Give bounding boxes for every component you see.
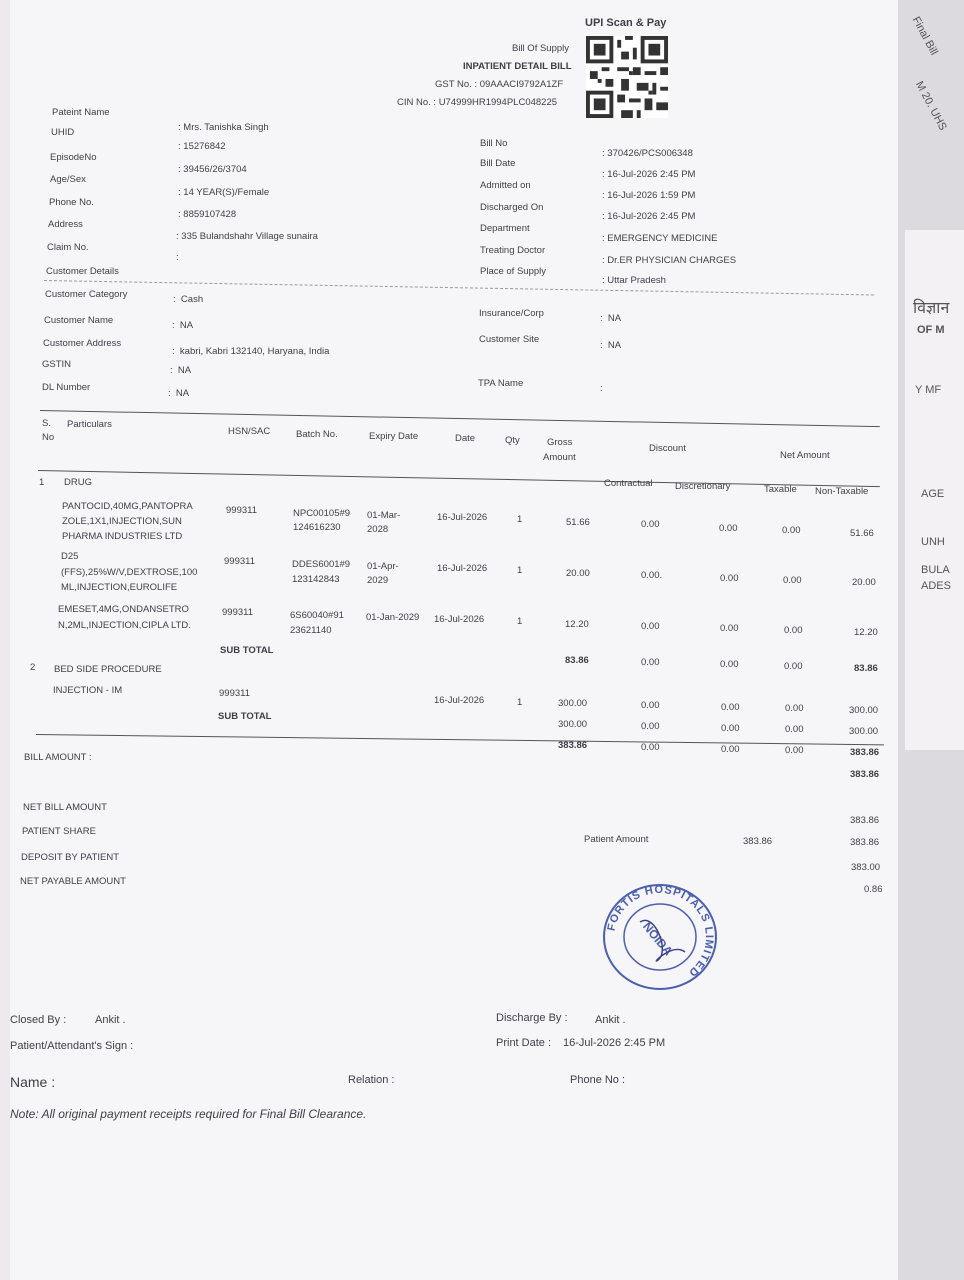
item-desc: (FFS),25%W/V,DEXTROSE,100: [61, 567, 198, 578]
doctor-value: : Dr.ER PHYSICIAN CHARGES: [602, 255, 737, 266]
item-date: 16-Jul-2026: [434, 614, 485, 625]
th-qty: Qty: [505, 435, 520, 446]
section-title: DRUG: [64, 477, 92, 488]
th-date: Date: [455, 433, 476, 444]
th-particulars: Particulars: [67, 419, 112, 430]
gst-number: GST No. : 09AAACI9792A1ZF: [435, 79, 564, 90]
th-non-taxable: Non-Taxable: [815, 486, 869, 497]
subtotal-taxable: 0.00: [785, 724, 804, 735]
section-number: 1: [39, 477, 45, 488]
customer-name-label: Customer Name: [44, 315, 114, 326]
item-hsn: 999311: [226, 505, 257, 516]
subtotal-net: 83.86: [854, 663, 878, 674]
item-hsn: 999311: [219, 688, 250, 699]
item-gross: 51.66: [566, 517, 590, 528]
item-taxable: 0.00: [784, 625, 803, 636]
dl-label: DL Number: [42, 382, 91, 393]
item-desc: D25: [61, 551, 79, 562]
background-page-sheet: [905, 230, 964, 750]
edge-text: Final Bill: [909, 14, 940, 58]
edge-text: Y MF: [915, 384, 942, 396]
item-contractual: 0.00: [641, 621, 660, 632]
net-payable-label: NET PAYABLE AMOUNT: [20, 876, 126, 887]
phone-value: : 8859107428: [178, 209, 237, 220]
item-expiry: 2028: [367, 524, 389, 535]
item-hsn: 999311: [224, 556, 255, 567]
item-qty: 1: [517, 616, 523, 627]
item-batch: 124616230: [293, 522, 341, 533]
discharge-by-label: Discharge By :: [496, 1012, 568, 1024]
discharged-label: Discharged On: [480, 202, 544, 213]
subtotal-taxable: 0.00: [784, 661, 803, 672]
grand-taxable: 0.00: [785, 745, 804, 756]
th-no: No: [42, 432, 55, 443]
th-discount: Discount: [649, 443, 686, 454]
item-contractual: 0.00.: [641, 570, 663, 581]
subtotal-discretionary: 0.00: [721, 723, 740, 734]
closed-by-value: Ankit .: [95, 1014, 126, 1026]
patient-sign-label: Patient/Attendant's Sign :: [10, 1040, 134, 1052]
th-net-amount: Net Amount: [780, 450, 830, 461]
net-bill-label: NET BILL AMOUNT: [23, 802, 107, 813]
customer-address-label: Customer Address: [43, 338, 122, 349]
doctor-label: Treating Doctor: [480, 245, 546, 256]
bill-no-value: : 370426/PCS006348: [602, 148, 693, 159]
tpa-label: TPA Name: [478, 378, 524, 389]
admitted-value: : 16-Jul-2026 1:59 PM: [602, 190, 696, 201]
bill-paper: [10, 0, 952, 1280]
subtotal-label: SUB TOTAL: [218, 711, 272, 722]
customer-address-value: : kabri, Kabri 132140, Haryana, India: [172, 346, 330, 357]
customer-site-value: : NA: [600, 340, 622, 351]
bill-date-value: : 16-Jul-2026 2:45 PM: [602, 169, 696, 180]
patient-amount-value: 383.86: [743, 836, 773, 847]
item-batch: DDES6001#9: [292, 559, 351, 570]
stamp-center: NOIDA: [639, 919, 676, 959]
item-taxable: 0.00: [785, 703, 804, 714]
deposit-label: DEPOSIT BY PATIENT: [21, 852, 120, 863]
th-gross-amount: Amount: [543, 452, 576, 463]
item-gross: 12.20: [565, 619, 589, 630]
item-expiry: 01-Mar-: [367, 510, 401, 521]
patient-name-label: Pateint Name: [52, 107, 110, 118]
item-desc: N,2ML,INJECTION,CIPLA LTD.: [58, 620, 191, 631]
item-hsn: 999311: [222, 607, 253, 618]
grand-contractual: 0.00: [641, 742, 660, 753]
edge-text: UNH: [921, 536, 945, 548]
item-net: 20.00: [852, 577, 876, 588]
item-contractual: 0.00: [641, 519, 660, 530]
upi-label: UPI Scan & Pay: [585, 17, 667, 29]
th-expiry: Expiry Date: [369, 431, 419, 442]
item-qty: 1: [517, 565, 523, 576]
department-label: Department: [480, 223, 530, 234]
grand-gross: 383.86: [558, 740, 588, 751]
name-label: Name :: [10, 1074, 56, 1090]
item-contractual: 0.00: [641, 700, 660, 711]
address-label: Address: [48, 219, 83, 230]
episode-label: EpisodeNo: [50, 152, 97, 163]
edge-text: BULA: [921, 564, 950, 576]
subtotal-discretionary: 0.00: [720, 659, 739, 670]
print-date-label: Print Date :: [496, 1037, 552, 1049]
item-discretionary: 0.00: [720, 623, 739, 634]
grand-discretionary: 0.00: [721, 744, 740, 755]
deposit-value: 383.00: [851, 862, 881, 873]
item-expiry: 01-Jan-2029: [366, 612, 420, 623]
subtotal-gross: 300.00: [558, 719, 588, 730]
th-contractual: Contractual: [604, 478, 653, 489]
subtotal-net: 300.00: [849, 726, 879, 737]
net-payable-value: 0.86: [864, 884, 883, 895]
item-taxable: 0.00: [782, 525, 801, 536]
section-number: 2: [30, 662, 36, 673]
address-value: : 335 Bulandshahr Village sunaira: [176, 231, 318, 242]
item-expiry: 01-Apr-: [367, 561, 399, 572]
bill-amount-value: 383.86: [850, 769, 880, 780]
customer-details-label: Customer Details: [46, 266, 119, 277]
age-sex-value: : 14 YEAR(S)/Female: [178, 187, 270, 198]
th-gross: Gross: [547, 437, 573, 448]
item-date: 16-Jul-2026: [437, 563, 488, 574]
item-desc: PANTOCID,40MG,PANTOPRA: [62, 501, 193, 512]
gstin-label: GSTIN: [42, 359, 72, 370]
customer-category-label: Customer Category: [45, 289, 128, 300]
patient-name: : Mrs. Tanishka Singh: [178, 122, 269, 133]
item-net: 51.66: [850, 528, 874, 539]
footer-note: Note: All original payment receipts required for Final Bill Clearance.: [10, 1107, 367, 1121]
patient-share-label: PATIENT SHARE: [22, 826, 96, 837]
grand-net: 383.86: [850, 747, 880, 758]
section-title: BED SIDE PROCEDURE: [54, 664, 162, 675]
discharged-value: : 16-Jul-2026 2:45 PM: [602, 211, 696, 222]
item-batch: 23621140: [290, 625, 332, 636]
edge-text: OF M: [917, 324, 945, 336]
item-taxable: 0.00: [783, 575, 802, 586]
phone-no-label: Phone No :: [570, 1074, 626, 1086]
patient-amount-label: Patient Amount: [584, 834, 649, 845]
item-desc: ML,INJECTION,EUROLIFE: [61, 582, 178, 593]
item-date: 16-Jul-2026: [437, 512, 488, 523]
tpa-value: :: [600, 383, 603, 394]
edge-text: ADES: [921, 580, 951, 592]
age-sex-label: Age/Sex: [50, 174, 86, 185]
bill-date-label: Bill Date: [480, 158, 516, 169]
discharge-by-value: Ankit .: [595, 1014, 626, 1026]
admitted-label: Admitted on: [480, 180, 531, 191]
bill-no-label: Bill No: [480, 138, 508, 149]
inpatient-title: INPATIENT DETAIL BILL: [463, 61, 572, 72]
customer-category-value: : Cash: [173, 294, 204, 305]
th-sno: S.: [42, 418, 51, 429]
item-net: 300.00: [849, 705, 879, 716]
subtotal-label: SUB TOTAL: [220, 645, 274, 656]
patient-share-value: 383.86: [850, 837, 880, 848]
item-qty: 1: [517, 697, 523, 708]
customer-site-label: Customer Site: [479, 334, 540, 345]
closed-by-label: Closed By :: [10, 1014, 67, 1026]
uhid-label: UHID: [51, 127, 75, 138]
insurance-label: Insurance/Corp: [479, 308, 544, 319]
item-batch: 6S60040#91: [290, 610, 344, 621]
item-batch: NPC00105#9: [293, 508, 351, 519]
item-discretionary: 0.00: [719, 523, 738, 534]
th-discretionary: Discretionary: [675, 481, 731, 492]
item-qty: 1: [517, 514, 523, 525]
item-gross: 20.00: [566, 568, 590, 579]
cin-number: CIN No. : U74999HR1994PLC048225: [397, 97, 558, 108]
item-desc: ZOLE,1X1,INJECTION,SUN: [62, 516, 182, 527]
qr-code: [585, 36, 669, 118]
item-gross: 300.00: [558, 698, 588, 709]
subtotal-contractual: 0.00: [641, 721, 660, 732]
item-desc: INJECTION - IM: [53, 685, 123, 696]
item-discretionary: 0.00: [721, 702, 740, 713]
insurance-value: : NA: [600, 313, 622, 324]
item-date: 16-Jul-2026: [434, 695, 485, 706]
item-expiry: 2029: [367, 575, 389, 586]
subtotal-gross: 83.86: [565, 655, 589, 666]
supply-label: Place of Supply: [480, 266, 547, 277]
subtotal-contractual: 0.00: [641, 657, 660, 668]
net-bill-value: 383.86: [850, 815, 880, 826]
claim-value: :: [176, 252, 179, 263]
episode-value: : 39456/26/3704: [178, 164, 247, 175]
th-batch: Batch No.: [296, 429, 338, 440]
gstin-value: : NA: [170, 365, 192, 376]
print-date-value: 16-Jul-2026 2:45 PM: [563, 1037, 666, 1049]
hospital-stamp: [600, 882, 720, 992]
edge-text: M 20. UHS: [912, 79, 949, 133]
bill-of-supply: Bill Of Supply: [512, 43, 570, 54]
th-taxable: Taxable: [764, 484, 797, 495]
edge-text: AGE: [921, 488, 945, 500]
th-hsn: HSN/SAC: [228, 426, 271, 437]
bill-amount-label: BILL AMOUNT :: [24, 752, 92, 763]
relation-label: Relation :: [348, 1074, 395, 1086]
item-desc: EMESET,4MG,ONDANSETRO: [58, 604, 189, 615]
item-net: 12.20: [854, 627, 878, 638]
uhid-value: : 15276842: [178, 141, 226, 152]
edge-text: विज्ञान: [913, 300, 950, 317]
customer-name-value: : NA: [172, 320, 194, 331]
dl-value: : NA: [168, 388, 190, 399]
claim-label: Claim No.: [47, 242, 89, 253]
item-desc: PHARMA INDUSTRIES LTD: [62, 531, 183, 542]
item-discretionary: 0.00: [720, 573, 739, 584]
department-value: : EMERGENCY MEDICINE: [602, 233, 718, 244]
item-batch: 123142843: [292, 574, 340, 585]
phone-label: Phone No.: [49, 197, 94, 208]
svg-text:FORTIS HOSPITALS LIMITED: FORTIS HOSPITALS LIMITED: [605, 883, 716, 980]
supply-value: : Uttar Pradesh: [602, 275, 666, 286]
